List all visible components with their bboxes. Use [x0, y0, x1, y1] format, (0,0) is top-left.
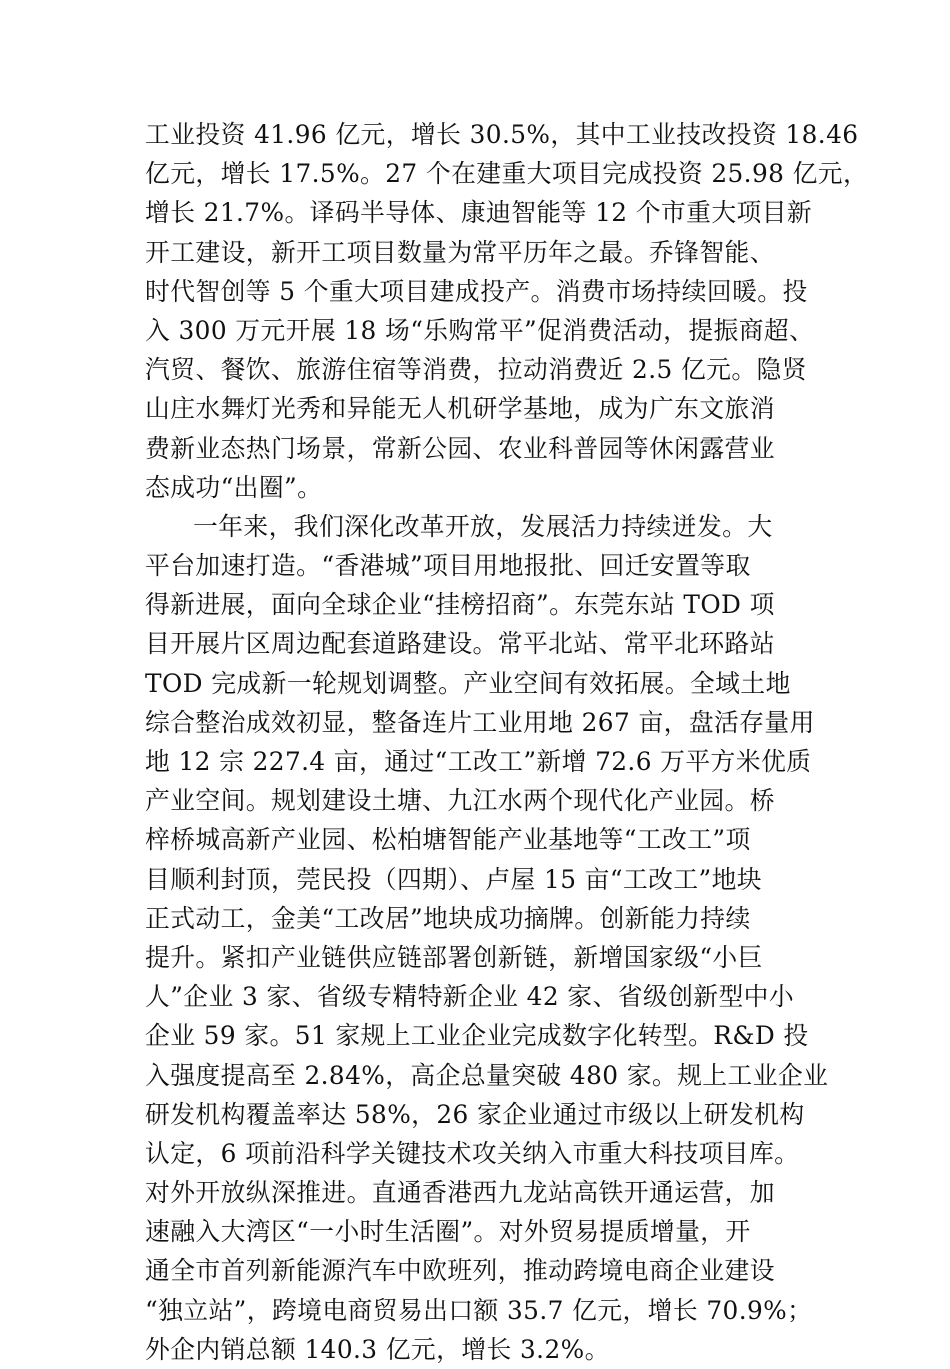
text-line: 人”企业 3 家、省级专精特新企业 42 家、省级创新型中小: [145, 982, 795, 1012]
text-line: 提升。紧扣产业链供应链部署创新链，新增国家级“小巨: [145, 942, 763, 972]
text-line: 目开展片区周边配套道路建设。常平北站、常平北环路站: [145, 629, 775, 659]
text-line: 外企内销总额 140.3 亿元，增长 3.2%。: [145, 1334, 610, 1364]
text-line: 认定，6 项前沿科学关键技术攻关纳入市重大科技项目库。: [145, 1138, 800, 1168]
text-line: 研发机构覆盖率达 58%，26 家企业通过市级以上研发机构: [145, 1099, 805, 1129]
text-line: 通全市首列新能源汽车中欧班列，推动跨境电商企业建设: [145, 1256, 775, 1286]
text-line: 亿元，增长 17.5%。27 个在建重大项目完成投资 25.98 亿元，: [145, 159, 869, 189]
text-line: 地 12 宗 227.4 亩，通过“工改工”新增 72.6 万平方米优质: [145, 747, 812, 776]
text-line: TOD 完成新一轮规划调整。产业空间有效拓展。全域土地: [145, 668, 791, 698]
text-line: 态成功“出圈”。: [145, 472, 323, 502]
text-line: 对外开放纵深推进。直通香港西九龙站高铁开通运营，加: [145, 1178, 775, 1208]
text-line: 综合整治成效初显，整备连片工业用地 267 亩，盘活存量用: [145, 707, 815, 737]
text-line: 增长 21.7%。译码半导体、康迪智能等 12 个市重大项目新: [145, 198, 813, 228]
body-text: [145, 115, 869, 1369]
text-line: 山庄水舞灯光秀和异能无人机研学基地，成为广东文旅消: [145, 394, 775, 424]
text-line: 时代智创等 5 个重大项目建成投产。消费市场持续回暖。投: [145, 276, 808, 306]
paragraph-start-line: 一年来，我们深化改革开放，发展活力持续迸发。大: [193, 511, 773, 541]
text-line: 梓桥城高新产业园、松柏塘智能产业基地等“工改工”项: [145, 825, 751, 855]
text-line: 产业空间。规划建设土塘、九江水两个现代化产业园。桥: [145, 786, 775, 816]
text-line: 开工建设，新开工项目数量为常平历年之最。乔锋智能、: [145, 237, 775, 267]
text-line: 企业 59 家。51 家规上工业企业完成数字化转型。R&D 投: [145, 1021, 809, 1051]
text-line: 入 300 万元开展 18 场“乐购常平”促消费活动，提振商超、: [145, 315, 815, 345]
text-line: 费新业态热门场景，常新公园、农业科普园等休闲露营业: [145, 433, 775, 463]
text-line: 入强度提高至 2.84%，高企总量突破 480 家。规上工业企业: [145, 1060, 829, 1090]
text-line: 工业投资 41.96 亿元，增长 30.5%，其中工业技改投资 18.46: [145, 120, 859, 149]
text-line: 汽贸、餐饮、旅游住宿等消费，拉动消费近 2.5 亿元。隐贤: [145, 355, 807, 385]
text-line: 平台加速打造。“香港城”项目用地报批、回迁安置等取: [145, 551, 751, 581]
text-line: 速融入大湾区“一小时生活圈”。对外贸易提质增量，开: [145, 1217, 751, 1247]
text-line: 得新进展，面向全球企业“挂榜招商”。东莞东站 TOD 项: [145, 590, 775, 620]
text-line: 目顺利封顶，莞民投（四期）、卢屋 15 亩“工改工”地块: [145, 864, 763, 894]
text-line: 正式动工，金美“工改居”地块成功摘牌。创新能力持续: [145, 903, 751, 933]
text-line: “独立站”，跨境电商贸易出口额 35.7 亿元，增长 70.9%；: [145, 1295, 813, 1325]
